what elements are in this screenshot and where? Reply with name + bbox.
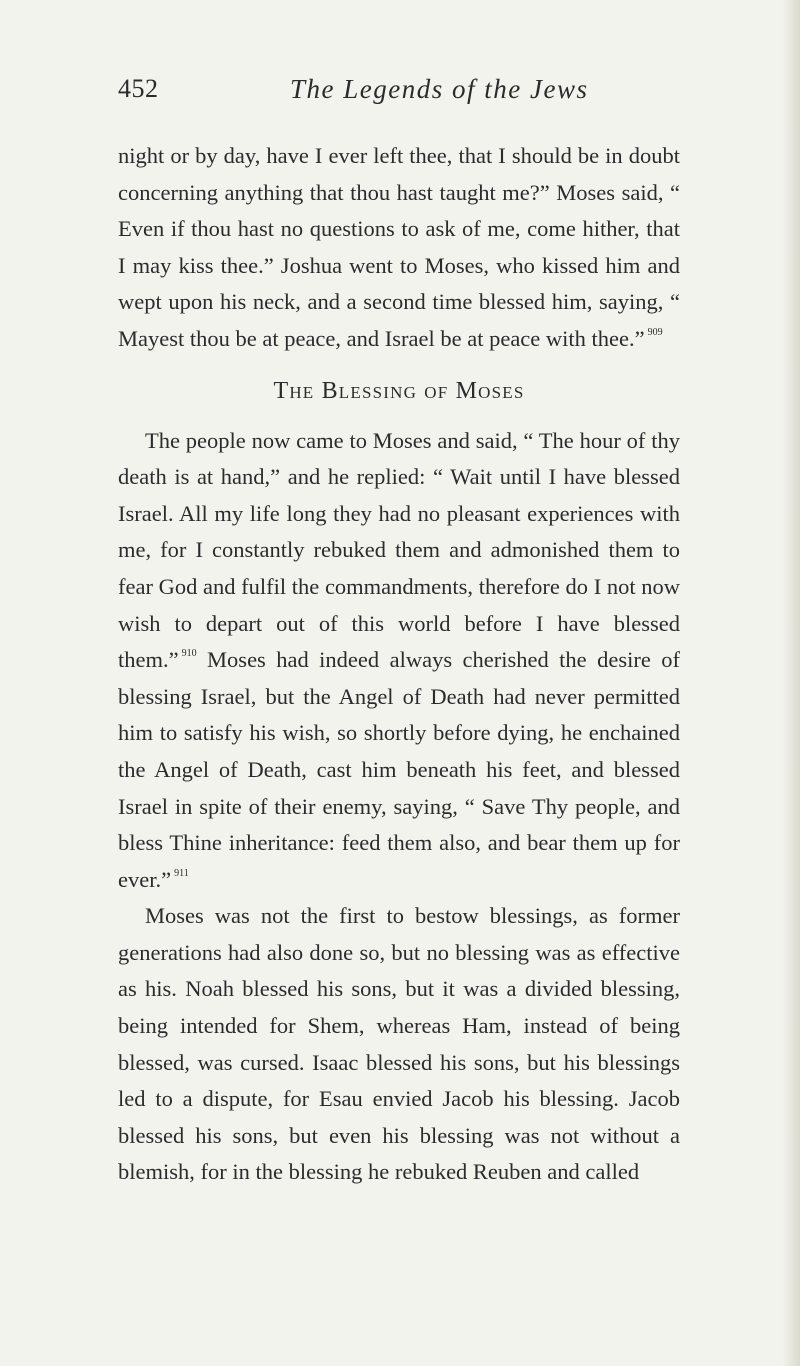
- paragraph-2-text-a: The people now came to Moses and said, “ The hour of thy death is at hand,” and he replied: “ Wait until I have blessed Israel. All my life long they had no pleasant experiences with me, for I constantly rebuked them and admonished them to fear God and fulfil the commandments, therefore do I not now wish to depart out of this world before I have blessed them.”: [118, 427, 680, 673]
- paragraph-2: [118, 423, 680, 899]
- body-text: [118, 138, 680, 1191]
- page-header: [118, 74, 678, 110]
- page-number: 452: [118, 74, 159, 103]
- page-edge-shadow: [782, 0, 800, 1366]
- footnote-marker-910: 910: [181, 648, 197, 660]
- section-heading: The Blessing of Moses: [273, 377, 525, 404]
- paragraph-1-text: night or by day, have I ever left thee, that I should be in doubt concerning anything that thou hast taught me?” Moses said, “ Even if thou hast no questions to ask of me, come hither, that I may kiss thee.” Joshua went to Moses, who kissed him and wept upon his neck, and a second time blessed him, saying, “ Mayest thou be at peace, and Israel be at peace with thee.”: [118, 143, 680, 351]
- paragraph-2-text-b: Moses had indeed always cherished the desire of blessing Israel, but the Angel of Death had never permitted him to satisfy his wish, so shortly before dying, he enchained the Angel of Death, cast him beneath his feet, and blessed Israel in spite of their enemy, saying, “ Save Thy people, and bless Thine inheritance: feed them also, and bear them up for ever.”: [118, 647, 680, 892]
- paragraph-3: [118, 898, 680, 1191]
- paragraph-3-text: Moses was not the first to bestow blessings, as former generations had also done so, but no blessing was as effective as his. Noah blessed his sons, but it was a divided blessing, being intended for Shem, whereas Ham, instead of being blessed, was cursed. Isaac blessed his sons, but his blessings led to a dispute, for Esau envied Jacob his blessing. Jacob blessed his sons, but even his blessing was not without a blemish, for in the blessing he rebuked Reuben and called: [118, 903, 680, 1185]
- footnote-marker-911: 911: [174, 867, 189, 879]
- footnote-marker-909: 909: [647, 326, 663, 338]
- paragraph-1: [118, 138, 680, 358]
- running-head: The Legends of the Jews: [290, 74, 589, 104]
